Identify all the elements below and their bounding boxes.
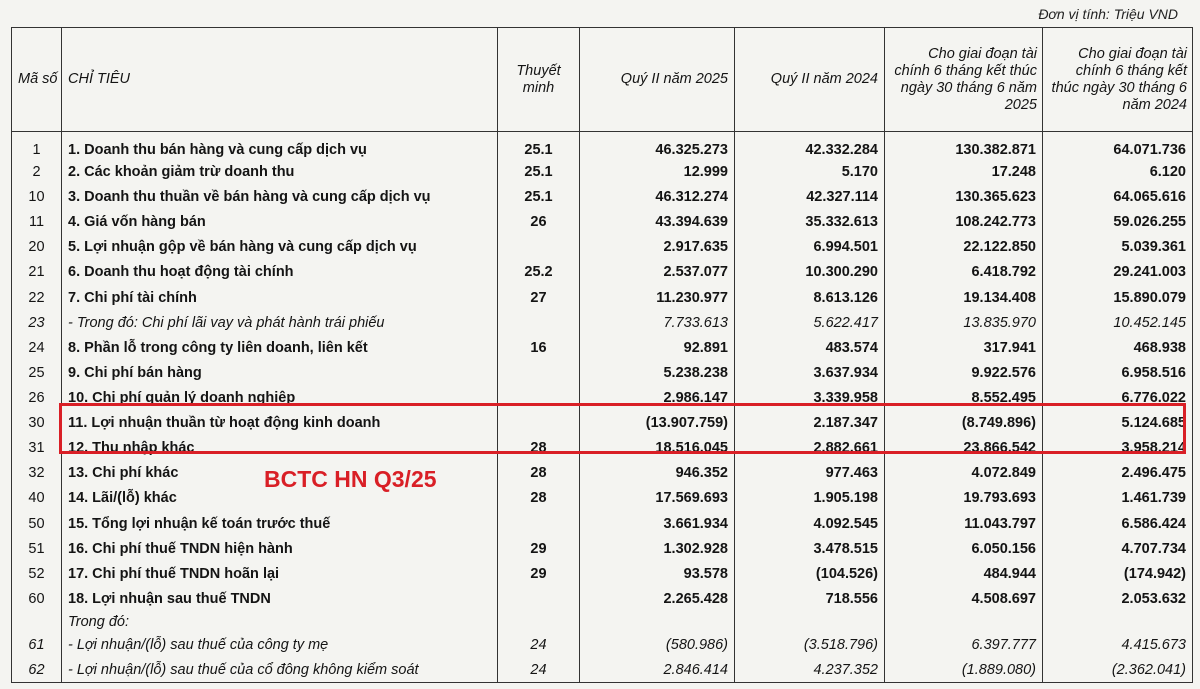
table-row	[12, 132, 1193, 160]
row-q2-2025: 3.661.934	[580, 511, 735, 536]
table-row	[12, 461, 1193, 486]
table-row	[12, 411, 1193, 436]
table-row	[12, 159, 1193, 184]
row-q2-2024: 4.237.352	[735, 657, 885, 682]
row-code: 32	[12, 461, 62, 486]
row-q2-2025: 11.230.977	[580, 285, 735, 310]
row-q2-2024: 6.994.501	[735, 235, 885, 260]
table-header-row	[12, 28, 1193, 132]
row-note	[498, 611, 580, 632]
row-h1-2024: 3.958.214	[1043, 436, 1193, 461]
row-h1-2024: 4.415.673	[1043, 632, 1193, 657]
row-code: 25	[12, 360, 62, 385]
row-code: 62	[12, 657, 62, 682]
row-item: 9. Chi phí bán hàng	[62, 360, 498, 385]
row-note: 26	[498, 210, 580, 235]
row-note	[498, 411, 580, 436]
row-h1-2025: 13.835.970	[885, 310, 1043, 335]
row-note: 25.1	[498, 132, 580, 160]
row-item: 8. Phần lỗ trong công ty liên doanh, liên kết	[62, 335, 498, 360]
table-row	[12, 586, 1193, 611]
row-h1-2024: 6.120	[1043, 159, 1193, 184]
row-code: 26	[12, 385, 62, 410]
row-q2-2024: 35.332.613	[735, 210, 885, 235]
row-h1-2024: 1.461.739	[1043, 486, 1193, 511]
row-code: 21	[12, 260, 62, 285]
row-h1-2024: 4.707.734	[1043, 536, 1193, 561]
row-item: 13. Chi phí khác	[62, 461, 498, 486]
overlay-label: BCTC HN Q3/25	[264, 466, 437, 492]
header-q2-2024: Quý II năm 2024	[735, 28, 885, 132]
row-q2-2024: 5.622.417	[735, 310, 885, 335]
row-h1-2025: 22.122.850	[885, 235, 1043, 260]
row-note: 16	[498, 335, 580, 360]
row-item: 7. Chi phí tài chính	[62, 285, 498, 310]
row-q2-2024: 10.300.290	[735, 260, 885, 285]
row-q2-2024: 483.574	[735, 335, 885, 360]
row-note: 25.1	[498, 185, 580, 210]
row-h1-2025	[885, 611, 1043, 632]
row-note: 28	[498, 436, 580, 461]
row-note: 24	[498, 657, 580, 682]
row-q2-2024: 2.187.347	[735, 411, 885, 436]
row-h1-2025: 130.365.623	[885, 185, 1043, 210]
row-q2-2025: (580.986)	[580, 632, 735, 657]
row-code: 23	[12, 310, 62, 335]
row-h1-2024: (174.942)	[1043, 561, 1193, 586]
row-q2-2025: 2.917.635	[580, 235, 735, 260]
row-q2-2025: 7.733.613	[580, 310, 735, 335]
row-item: - Lợi nhuận/(lỗ) sau thuế của cổ đông không kiểm soát	[62, 657, 498, 682]
row-q2-2024: 718.556	[735, 586, 885, 611]
row-item: - Trong đó: Chi phí lãi vay và phát hành trái phiếu	[62, 310, 498, 335]
row-q2-2025: 2.986.147	[580, 385, 735, 410]
row-note: 25.1	[498, 159, 580, 184]
row-item: 2. Các khoản giảm trừ doanh thu	[62, 159, 498, 184]
row-q2-2025	[580, 611, 735, 632]
row-code: 20	[12, 235, 62, 260]
row-code: 10	[12, 185, 62, 210]
row-item: 10. Chi phí quản lý doanh nghiệp	[62, 385, 498, 410]
row-q2-2024: (104.526)	[735, 561, 885, 586]
row-h1-2025: 9.922.576	[885, 360, 1043, 385]
table-row	[12, 511, 1193, 536]
row-h1-2025: (1.889.080)	[885, 657, 1043, 682]
row-item: Trong đó:	[62, 611, 498, 632]
row-h1-2025: 8.552.495	[885, 385, 1043, 410]
row-q2-2024: 2.882.661	[735, 436, 885, 461]
row-h1-2025: 484.944	[885, 561, 1043, 586]
row-note: 28	[498, 461, 580, 486]
row-code: 11	[12, 210, 62, 235]
row-q2-2025: 43.394.639	[580, 210, 735, 235]
table-row	[12, 185, 1193, 210]
row-h1-2025: 108.242.773	[885, 210, 1043, 235]
row-note: 29	[498, 536, 580, 561]
row-q2-2025: (13.907.759)	[580, 411, 735, 436]
row-q2-2024: 42.327.114	[735, 185, 885, 210]
row-h1-2025: 11.043.797	[885, 511, 1043, 536]
table-row	[12, 235, 1193, 260]
row-h1-2025: 317.941	[885, 335, 1043, 360]
row-note: 27	[498, 285, 580, 310]
row-item: 18. Lợi nhuận sau thuế TNDN	[62, 586, 498, 611]
row-q2-2025: 2.537.077	[580, 260, 735, 285]
row-h1-2024: 64.071.736	[1043, 132, 1193, 160]
row-item: 3. Doanh thu thuần về bán hàng và cung cấp dịch vụ	[62, 185, 498, 210]
row-code: 52	[12, 561, 62, 586]
row-code: 2	[12, 159, 62, 184]
row-q2-2025: 2.846.414	[580, 657, 735, 682]
row-h1-2024: 6.586.424	[1043, 511, 1193, 536]
row-h1-2024: (2.362.041)	[1043, 657, 1193, 682]
row-q2-2024	[735, 611, 885, 632]
row-q2-2025: 12.999	[580, 159, 735, 184]
table-row	[12, 260, 1193, 285]
table-row	[12, 561, 1193, 586]
row-q2-2025: 946.352	[580, 461, 735, 486]
row-item: 15. Tổng lợi nhuận kế toán trước thuế	[62, 511, 498, 536]
row-item: 6. Doanh thu hoạt động tài chính	[62, 260, 498, 285]
row-h1-2025: (8.749.896)	[885, 411, 1043, 436]
row-note: 28	[498, 486, 580, 511]
row-q2-2025: 18.516.045	[580, 436, 735, 461]
row-item: 16. Chi phí thuế TNDN hiện hành	[62, 536, 498, 561]
row-code: 22	[12, 285, 62, 310]
header-code: Mã số	[12, 28, 62, 132]
row-code: 31	[12, 436, 62, 461]
table-row	[12, 632, 1193, 657]
row-note: 29	[498, 561, 580, 586]
row-q2-2025: 1.302.928	[580, 536, 735, 561]
row-q2-2024: 4.092.545	[735, 511, 885, 536]
row-code: 60	[12, 586, 62, 611]
row-h1-2025: 19.793.693	[885, 486, 1043, 511]
row-q2-2025: 92.891	[580, 335, 735, 360]
table-row	[12, 611, 1193, 632]
row-code: 24	[12, 335, 62, 360]
row-h1-2024: 5.124.685	[1043, 411, 1193, 436]
row-item: 1. Doanh thu bán hàng và cung cấp dịch vụ	[62, 132, 498, 160]
row-q2-2024: (3.518.796)	[735, 632, 885, 657]
row-note	[498, 360, 580, 385]
row-q2-2024: 3.637.934	[735, 360, 885, 385]
unit-label: Đơn vị tính: Triệu VND	[1038, 6, 1178, 22]
row-h1-2024	[1043, 611, 1193, 632]
row-q2-2024: 5.170	[735, 159, 885, 184]
row-h1-2024: 59.026.255	[1043, 210, 1193, 235]
row-note: 24	[498, 632, 580, 657]
row-q2-2024: 977.463	[735, 461, 885, 486]
row-code: 61	[12, 632, 62, 657]
row-q2-2024: 1.905.198	[735, 486, 885, 511]
row-item: 5. Lợi nhuận gộp về bán hàng và cung cấp dịch vụ	[62, 235, 498, 260]
row-h1-2025: 6.418.792	[885, 260, 1043, 285]
row-q2-2024: 42.332.284	[735, 132, 885, 160]
row-h1-2024: 10.452.145	[1043, 310, 1193, 335]
row-h1-2025: 130.382.871	[885, 132, 1043, 160]
row-q2-2025: 46.312.274	[580, 185, 735, 210]
row-code: 50	[12, 511, 62, 536]
row-note	[498, 235, 580, 260]
row-h1-2024: 6.958.516	[1043, 360, 1193, 385]
row-q2-2025: 93.578	[580, 561, 735, 586]
table-row	[12, 657, 1193, 682]
table-row	[12, 335, 1193, 360]
row-note: 25.2	[498, 260, 580, 285]
row-h1-2024: 2.053.632	[1043, 586, 1193, 611]
row-item: 12. Thu nhập khác	[62, 436, 498, 461]
row-q2-2024: 8.613.126	[735, 285, 885, 310]
table-row	[12, 310, 1193, 335]
row-q2-2025: 5.238.238	[580, 360, 735, 385]
table-row	[12, 436, 1193, 461]
row-h1-2025: 23.866.542	[885, 436, 1043, 461]
row-item: 11. Lợi nhuận thuần từ hoạt động kinh doanh	[62, 411, 498, 436]
row-q2-2024: 3.339.958	[735, 385, 885, 410]
header-item: CHỈ TIÊU	[62, 28, 498, 132]
table-row	[12, 210, 1193, 235]
income-statement-table	[11, 27, 1193, 683]
row-h1-2024: 468.938	[1043, 335, 1193, 360]
table-row	[12, 486, 1193, 511]
header-h1-2025: Cho giai đoạn tài chính 6 tháng kết thúc ngày 30 tháng 6 năm 2025	[885, 28, 1043, 132]
row-h1-2025: 6.397.777	[885, 632, 1043, 657]
table-row	[12, 285, 1193, 310]
header-h1-2024: Cho giai đoạn tài chính 6 tháng kết thúc ngày 30 tháng 6 năm 2024	[1043, 28, 1193, 132]
row-item: - Lợi nhuận/(lỗ) sau thuế của công ty mẹ	[62, 632, 498, 657]
row-q2-2025: 17.569.693	[580, 486, 735, 511]
row-h1-2024: 64.065.616	[1043, 185, 1193, 210]
row-q2-2025: 2.265.428	[580, 586, 735, 611]
row-h1-2024: 6.776.022	[1043, 385, 1193, 410]
row-h1-2025: 19.134.408	[885, 285, 1043, 310]
row-code: 40	[12, 486, 62, 511]
row-q2-2025: 46.325.273	[580, 132, 735, 160]
row-h1-2024: 29.241.003	[1043, 260, 1193, 285]
header-note: Thuyết minh	[498, 28, 580, 132]
row-item: 17. Chi phí thuế TNDN hoãn lại	[62, 561, 498, 586]
row-code: 30	[12, 411, 62, 436]
row-h1-2025: 4.508.697	[885, 586, 1043, 611]
row-note	[498, 586, 580, 611]
row-note	[498, 511, 580, 536]
row-h1-2024: 2.496.475	[1043, 461, 1193, 486]
table-row	[12, 536, 1193, 561]
row-item: 4. Giá vốn hàng bán	[62, 210, 498, 235]
row-h1-2024: 5.039.361	[1043, 235, 1193, 260]
row-q2-2024: 3.478.515	[735, 536, 885, 561]
row-h1-2025: 4.072.849	[885, 461, 1043, 486]
row-h1-2025: 17.248	[885, 159, 1043, 184]
row-h1-2025: 6.050.156	[885, 536, 1043, 561]
table-row	[12, 360, 1193, 385]
table-row	[12, 385, 1193, 410]
row-code: 1	[12, 132, 62, 160]
row-code: 51	[12, 536, 62, 561]
row-item: 14. Lãi/(lỗ) khác	[62, 486, 498, 511]
row-note	[498, 310, 580, 335]
header-q2-2025: Quý II năm 2025	[580, 28, 735, 132]
row-note	[498, 385, 580, 410]
row-code	[12, 611, 62, 632]
row-h1-2024: 15.890.079	[1043, 285, 1193, 310]
